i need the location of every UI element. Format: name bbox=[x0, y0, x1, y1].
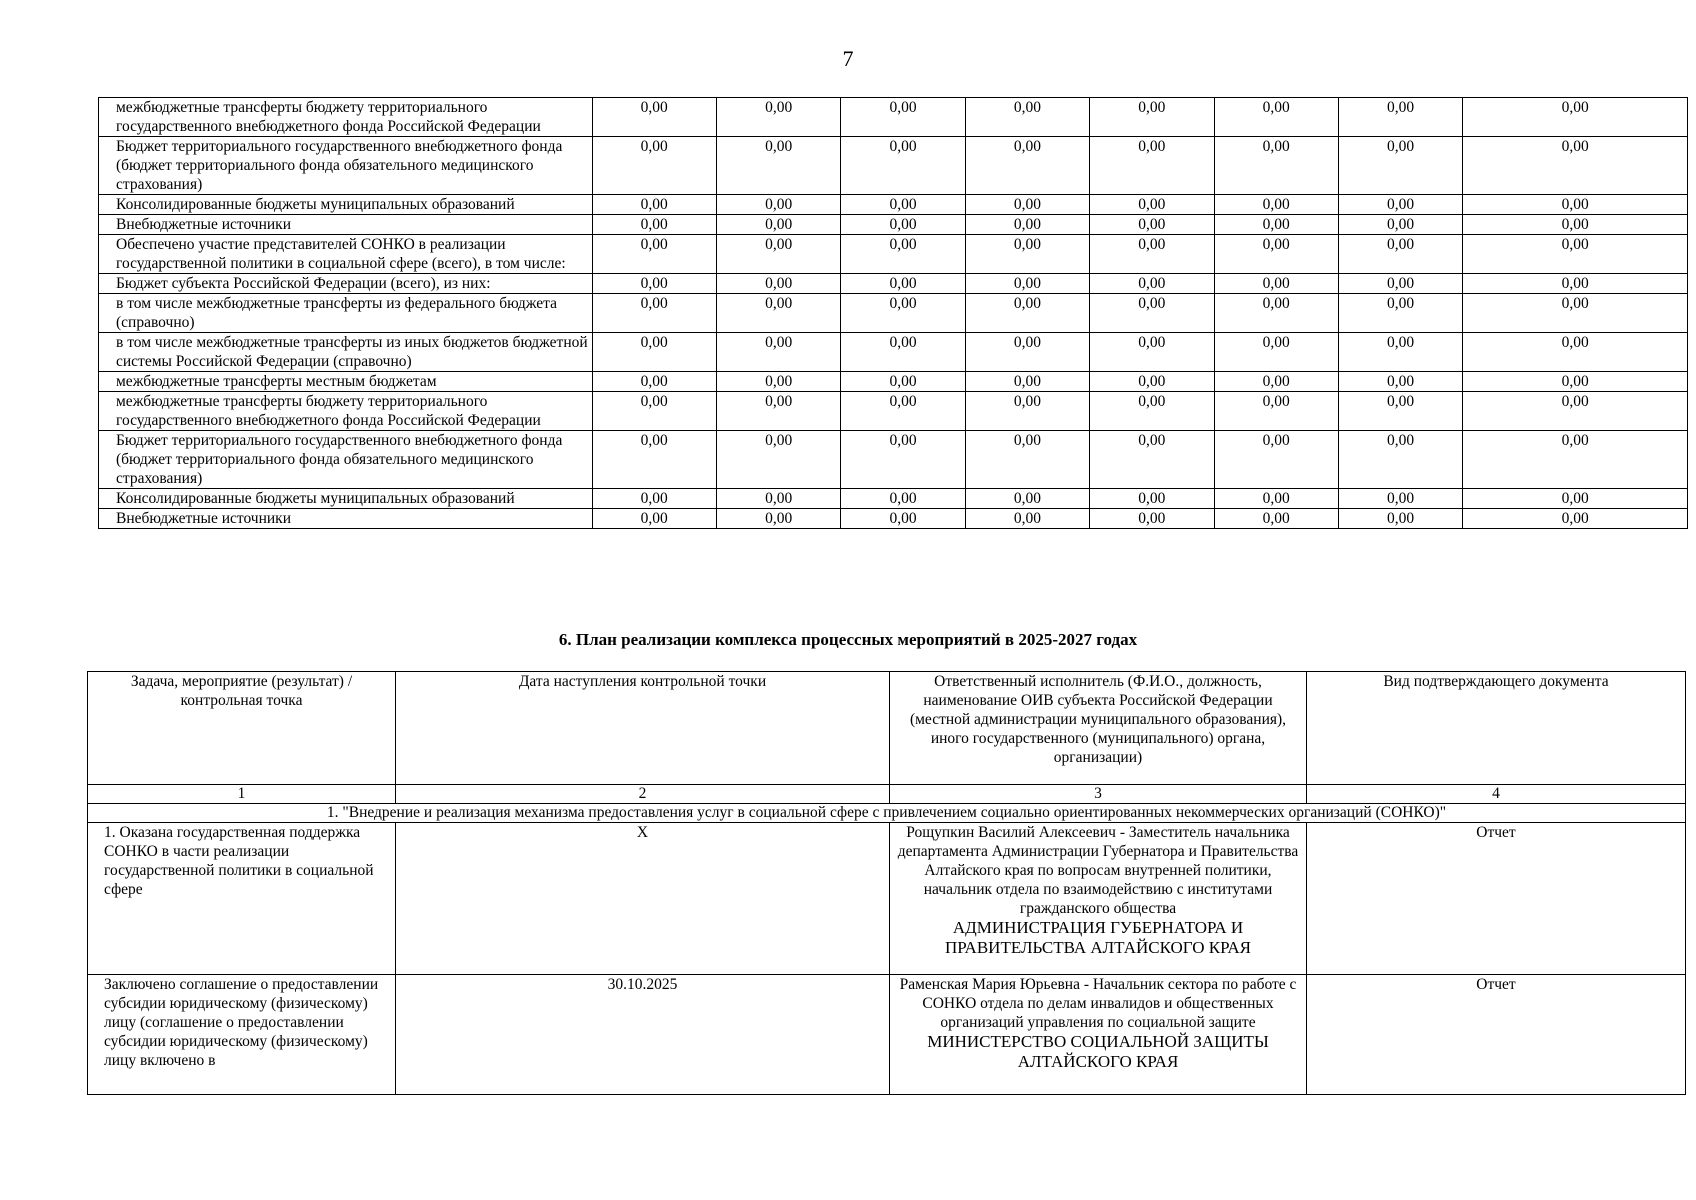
plan-table-header-row bbox=[88, 672, 1686, 785]
budget-value-cell: 0,00 bbox=[1338, 195, 1462, 215]
budget-row bbox=[99, 509, 1688, 529]
budget-value-cell: 0,00 bbox=[965, 509, 1089, 529]
budget-row-label: Бюджет территориального государственного внебюджетного фонда (бюджет территориального фонда обязательного медицинского страхования) bbox=[99, 137, 593, 195]
executor-organization: МИНИСТЕРСТВО СОЦИАЛЬНОЙ ЗАЩИТЫ АЛТАЙСКОГО КРАЯ bbox=[927, 1032, 1269, 1071]
task-title: 1. "Внедрение и реализация механизма предоставления услуг в социальной сфере с привлечением социально ориентированных некоммерческих организаций (СОНКО)" bbox=[88, 804, 1686, 823]
budget-value-cell: 0,00 bbox=[716, 215, 840, 235]
budget-value-cell: 0,00 bbox=[841, 333, 965, 372]
column-number: 1 bbox=[88, 785, 396, 804]
budget-value-cell: 0,00 bbox=[965, 431, 1089, 489]
page-number: 7 bbox=[842, 46, 854, 71]
plan-row-task: 1. Оказана государственная поддержка СОНКО в части реализации государственной политики в социальной сфере bbox=[88, 823, 396, 975]
plan-table bbox=[87, 671, 1686, 1095]
header-task: Задача, мероприятие (результат) / контрольная точка bbox=[88, 672, 396, 785]
budget-value-cell: 0,00 bbox=[716, 392, 840, 431]
budget-value-cell: 0,00 bbox=[1090, 372, 1214, 392]
plan-table-column-numbers bbox=[88, 785, 1686, 804]
budget-value-cell: 0,00 bbox=[1214, 235, 1338, 274]
budget-value-cell: 0,00 bbox=[1214, 489, 1338, 509]
budget-value-cell: 0,00 bbox=[1214, 274, 1338, 294]
budget-value-cell: 0,00 bbox=[716, 195, 840, 215]
budget-value-cell: 0,00 bbox=[716, 274, 840, 294]
budget-value-cell: 0,00 bbox=[1338, 372, 1462, 392]
budget-value-cell: 0,00 bbox=[592, 294, 716, 333]
plan-row-task: Заключено соглашение о предоставлении субсидии юридическому (физическому) лицу (соглашение о предоставлении субсидии юридическому (физическому) лицу включено в bbox=[88, 975, 396, 1095]
budget-value-cell: 0,00 bbox=[592, 489, 716, 509]
budget-row bbox=[99, 137, 1688, 195]
budget-value-cell: 0,00 bbox=[965, 294, 1089, 333]
budget-table bbox=[98, 97, 1688, 529]
column-number: 4 bbox=[1307, 785, 1686, 804]
budget-value-cell: 0,00 bbox=[1463, 98, 1688, 137]
plan-row-document: Отчет bbox=[1307, 823, 1686, 975]
budget-value-cell: 0,00 bbox=[592, 98, 716, 137]
header-executor: Ответственный исполнитель (Ф.И.О., должность, наименование ОИВ субъекта Российской Федерации (местной администрации муниципального образования), иного государственного (муниципального) органа, организации) bbox=[890, 672, 1307, 785]
budget-value-cell: 0,00 bbox=[1090, 274, 1214, 294]
budget-value-cell: 0,00 bbox=[592, 274, 716, 294]
budget-value-cell: 0,00 bbox=[965, 392, 1089, 431]
budget-value-cell: 0,00 bbox=[1338, 294, 1462, 333]
budget-row bbox=[99, 195, 1688, 215]
budget-value-cell: 0,00 bbox=[716, 431, 840, 489]
budget-row-label: Внебюджетные источники bbox=[99, 509, 593, 529]
budget-value-cell: 0,00 bbox=[965, 235, 1089, 274]
budget-row-label: Внебюджетные источники bbox=[99, 215, 593, 235]
executor-text: Раменская Мария Юрьевна - Начальник сектора по работе с СОНКО отдела по делам инвалидов и общественных организаций управления по социальной защите bbox=[899, 976, 1297, 1031]
budget-value-cell: 0,00 bbox=[841, 195, 965, 215]
budget-value-cell: 0,00 bbox=[1463, 294, 1688, 333]
budget-row bbox=[99, 333, 1688, 372]
budget-row-label: Консолидированные бюджеты муниципальных образований bbox=[99, 489, 593, 509]
budget-value-cell: 0,00 bbox=[592, 333, 716, 372]
budget-row-label: Консолидированные бюджеты муниципальных образований bbox=[99, 195, 593, 215]
budget-value-cell: 0,00 bbox=[1338, 509, 1462, 529]
budget-value-cell: 0,00 bbox=[592, 509, 716, 529]
budget-value-cell: 0,00 bbox=[1338, 489, 1462, 509]
budget-value-cell: 0,00 bbox=[1090, 333, 1214, 372]
plan-row-document: Отчет bbox=[1307, 975, 1686, 1095]
budget-value-cell: 0,00 bbox=[1463, 372, 1688, 392]
budget-value-cell: 0,00 bbox=[841, 509, 965, 529]
budget-value-cell: 0,00 bbox=[592, 392, 716, 431]
plan-row-date: X bbox=[396, 823, 890, 975]
budget-row-label: Бюджет территориального государственного внебюджетного фонда (бюджет территориального фонда обязательного медицинского страхования) bbox=[99, 431, 593, 489]
budget-row bbox=[99, 489, 1688, 509]
budget-row-label: межбюджетные трансферты местным бюджетам bbox=[99, 372, 593, 392]
section-title: 6. План реализации комплекса процессных мероприятий в 2025-2027 годах bbox=[558, 630, 1138, 649]
budget-value-cell: 0,00 bbox=[1214, 98, 1338, 137]
budget-row bbox=[99, 431, 1688, 489]
budget-value-cell: 0,00 bbox=[841, 137, 965, 195]
budget-row bbox=[99, 274, 1688, 294]
budget-value-cell: 0,00 bbox=[841, 215, 965, 235]
budget-value-cell: 0,00 bbox=[1214, 215, 1338, 235]
budget-value-cell: 0,00 bbox=[1090, 195, 1214, 215]
budget-value-cell: 0,00 bbox=[1338, 431, 1462, 489]
budget-value-cell: 0,00 bbox=[592, 235, 716, 274]
budget-value-cell: 0,00 bbox=[1214, 431, 1338, 489]
budget-value-cell: 0,00 bbox=[1090, 235, 1214, 274]
budget-value-cell: 0,00 bbox=[716, 137, 840, 195]
budget-value-cell: 0,00 bbox=[1338, 333, 1462, 372]
header-date: Дата наступления контрольной точки bbox=[396, 672, 890, 785]
budget-value-cell: 0,00 bbox=[841, 274, 965, 294]
budget-row-label: Обеспечено участие представителей СОНКО в реализации государственной политики в социальной сфере (всего), в том числе: bbox=[99, 235, 593, 274]
budget-value-cell: 0,00 bbox=[716, 235, 840, 274]
budget-row-label: Бюджет субъекта Российской Федерации (всего), из них: bbox=[99, 274, 593, 294]
budget-value-cell: 0,00 bbox=[716, 294, 840, 333]
budget-value-cell: 0,00 bbox=[841, 489, 965, 509]
budget-value-cell: 0,00 bbox=[841, 98, 965, 137]
budget-value-cell: 0,00 bbox=[592, 372, 716, 392]
budget-value-cell: 0,00 bbox=[841, 392, 965, 431]
budget-row-label: межбюджетные трансферты бюджету территориального государственного внебюджетного фонда Российской Федерации bbox=[99, 98, 593, 137]
budget-value-cell: 0,00 bbox=[716, 489, 840, 509]
executor-organization: АДМИНИСТРАЦИЯ ГУБЕРНАТОРА И ПРАВИТЕЛЬСТВА АЛТАЙСКОГО КРАЯ bbox=[945, 918, 1251, 957]
budget-value-cell: 0,00 bbox=[592, 195, 716, 215]
budget-value-cell: 0,00 bbox=[1090, 431, 1214, 489]
budget-value-cell: 0,00 bbox=[1463, 274, 1688, 294]
header-document: Вид подтверждающего документа bbox=[1307, 672, 1686, 785]
budget-value-cell: 0,00 bbox=[1090, 98, 1214, 137]
budget-value-cell: 0,00 bbox=[716, 333, 840, 372]
budget-value-cell: 0,00 bbox=[1338, 137, 1462, 195]
budget-value-cell: 0,00 bbox=[1463, 509, 1688, 529]
budget-value-cell: 0,00 bbox=[1090, 509, 1214, 529]
budget-value-cell: 0,00 bbox=[1463, 235, 1688, 274]
plan-row bbox=[88, 975, 1686, 1095]
budget-value-cell: 0,00 bbox=[965, 274, 1089, 294]
budget-value-cell: 0,00 bbox=[1463, 333, 1688, 372]
budget-value-cell: 0,00 bbox=[1463, 137, 1688, 195]
budget-value-cell: 0,00 bbox=[716, 372, 840, 392]
budget-value-cell: 0,00 bbox=[1463, 489, 1688, 509]
budget-value-cell: 0,00 bbox=[965, 137, 1089, 195]
budget-value-cell: 0,00 bbox=[1090, 489, 1214, 509]
budget-value-cell: 0,00 bbox=[592, 215, 716, 235]
budget-value-cell: 0,00 bbox=[965, 489, 1089, 509]
budget-row bbox=[99, 98, 1688, 137]
budget-value-cell: 0,00 bbox=[965, 98, 1089, 137]
budget-row bbox=[99, 294, 1688, 333]
plan-row bbox=[88, 823, 1686, 975]
budget-value-cell: 0,00 bbox=[965, 215, 1089, 235]
budget-value-cell: 0,00 bbox=[716, 98, 840, 137]
budget-value-cell: 0,00 bbox=[1214, 372, 1338, 392]
budget-row-label: в том числе межбюджетные трансферты из иных бюджетов бюджетной системы Российской Федерации (справочно) bbox=[99, 333, 593, 372]
budget-value-cell: 0,00 bbox=[1463, 431, 1688, 489]
budget-value-cell: 0,00 bbox=[965, 372, 1089, 392]
budget-row bbox=[99, 235, 1688, 274]
budget-value-cell: 0,00 bbox=[841, 235, 965, 274]
budget-value-cell: 0,00 bbox=[965, 195, 1089, 215]
budget-value-cell: 0,00 bbox=[592, 431, 716, 489]
budget-value-cell: 0,00 bbox=[1338, 215, 1462, 235]
budget-value-cell: 0,00 bbox=[841, 372, 965, 392]
budget-value-cell: 0,00 bbox=[1463, 195, 1688, 215]
executor-text: Рощупкин Василий Алексеевич - Заместитель начальника департамента Администрации Губернатора и Правительства Алтайского края по вопросам внутренней политики, начальник отдела по взаимодействию с институтами гражданского общества bbox=[897, 824, 1299, 917]
budget-row bbox=[99, 372, 1688, 392]
budget-row bbox=[99, 392, 1688, 431]
budget-value-cell: 0,00 bbox=[1338, 98, 1462, 137]
column-number: 2 bbox=[396, 785, 890, 804]
budget-value-cell: 0,00 bbox=[1338, 235, 1462, 274]
budget-value-cell: 0,00 bbox=[1214, 137, 1338, 195]
budget-value-cell: 0,00 bbox=[1338, 392, 1462, 431]
budget-value-cell: 0,00 bbox=[1090, 294, 1214, 333]
budget-value-cell: 0,00 bbox=[1214, 333, 1338, 372]
budget-row-label: межбюджетные трансферты бюджету территориального государственного внебюджетного фонда Российской Федерации bbox=[99, 392, 593, 431]
budget-value-cell: 0,00 bbox=[841, 294, 965, 333]
budget-value-cell: 0,00 bbox=[965, 333, 1089, 372]
budget-value-cell: 0,00 bbox=[592, 137, 716, 195]
budget-value-cell: 0,00 bbox=[1463, 215, 1688, 235]
budget-value-cell: 0,00 bbox=[1214, 509, 1338, 529]
budget-value-cell: 0,00 bbox=[1090, 137, 1214, 195]
plan-row-executor bbox=[890, 823, 1307, 975]
plan-row-executor bbox=[890, 975, 1307, 1095]
budget-value-cell: 0,00 bbox=[1214, 392, 1338, 431]
budget-value-cell: 0,00 bbox=[716, 509, 840, 529]
budget-value-cell: 0,00 bbox=[1214, 294, 1338, 333]
column-number: 3 bbox=[890, 785, 1307, 804]
budget-row-label: в том числе межбюджетные трансферты из федерального бюджета (справочно) bbox=[99, 294, 593, 333]
plan-row-date: 30.10.2025 bbox=[396, 975, 890, 1095]
budget-value-cell: 0,00 bbox=[841, 431, 965, 489]
budget-value-cell: 0,00 bbox=[1214, 195, 1338, 215]
budget-table-body bbox=[99, 98, 1688, 529]
plan-task-row bbox=[88, 804, 1686, 823]
budget-value-cell: 0,00 bbox=[1338, 274, 1462, 294]
budget-row bbox=[99, 215, 1688, 235]
budget-value-cell: 0,00 bbox=[1090, 392, 1214, 431]
budget-value-cell: 0,00 bbox=[1090, 215, 1214, 235]
budget-value-cell: 0,00 bbox=[1463, 392, 1688, 431]
